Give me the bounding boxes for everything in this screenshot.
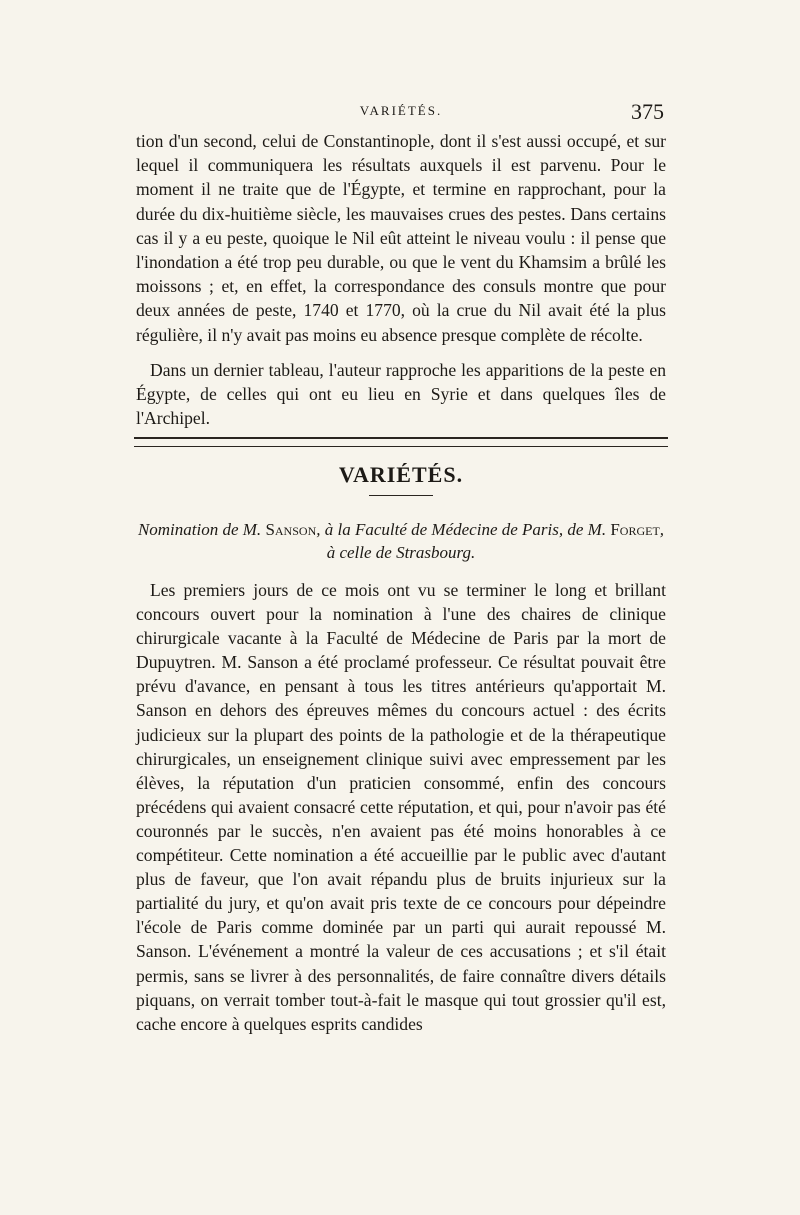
page-number: 375 (631, 99, 664, 124)
article-body: Les premiers jours de ce mois ont vu se terminer le long et brillant concours ouvert pour la nomination à l'une des chaires de clinique chirurgicale vacante à la Faculté de Médecine de Paris par la mort de Dupuytren. M. Sanson a été proclamé professeur. Ce résultat pouvait être prévu d'avance, en pensant à tous les titres antérieurs qu'apportait M. Sanson en dehors des épreuves mêmes du concours actuel : des écrits judicieux sur la plupart des points de la pathologie et de la thérapeutique chirurgicales, un enseignement clinique suivi avec empressement par les élèves, la réputation d'un praticien consommé, enfin des concours précédens qui avaient consacré cette réputation, et qui, pour n'avoir pas été couronnés par le succès, n'en avaient pas été moins honorables à ce compétiteur. Cette nomination a été accueillie par le public avec d'autant plus de faveur, que l'on avait répandu plus de bruits injurieux sur la partialité du jury, et qu'on avait pris texte de ce concours pour dépeindre l'école de Paris comme dominée par un parti qui aurait repoussé M. Sanson. L'événement a montré la valeur de ces accusations ; et s'il était permis, sans se livrer à des personnalités, de faire connaître divers détails piquans, on verrait tomber tout-à-fait le masque qui tout grossier qu'il est, cache encore à quelques esprits candides (136, 580, 666, 1034)
subtitle-text: Nomination de M. (137, 520, 266, 539)
subtitle-name-forget: Forget (610, 520, 660, 539)
section-title: VARIÉTÉS. (338, 462, 464, 487)
subtitle-text: , à celle de Strasbourg. (326, 520, 665, 562)
paragraph-last-table: Dans un dernier tableau, l'auteur rapproche les apparitions de la peste en Égypte, de celles qui ont eu lieu en Syrie et dans quelques îles de l'Archipel. (136, 360, 666, 429)
subtitle-text: , à la Faculté de Médecine de Paris, de M. (316, 520, 611, 539)
paragraph-continued: tion d'un second, celui de Constantinople, dont il s'est aussi occupé, et sur lequel il communiquera les résultats auxquels il est parvenu. Pour le moment il ne traite que de l'Égypte, et termine en rapprochant, pour la durée du dix-huitième siècle, les mauvaises crues des pestes. Dans certains cas il y a eu peste, quoique le Nil eût atteint le niveau voulu : il pense que l'inondation a été trop peu durable, ou que le vent du Khamsim a brûlé les moissons ; et, en effet, la correspondance des consuls montre que pour deux années de peste, 1740 et 1770, où la crue du Nil avait été la plus régulière, il n'y avait pas moins eu absence presque complète de récolte. (136, 131, 666, 345)
running-head (138, 99, 664, 127)
title-underline (369, 495, 433, 496)
section-divider-thick (134, 437, 668, 439)
subtitle-name-sanson: Sanson (265, 520, 317, 539)
article-subtitle (136, 518, 666, 564)
section-divider-thin (134, 446, 668, 447)
running-head-title: VARIÉTÉS. (359, 103, 443, 118)
